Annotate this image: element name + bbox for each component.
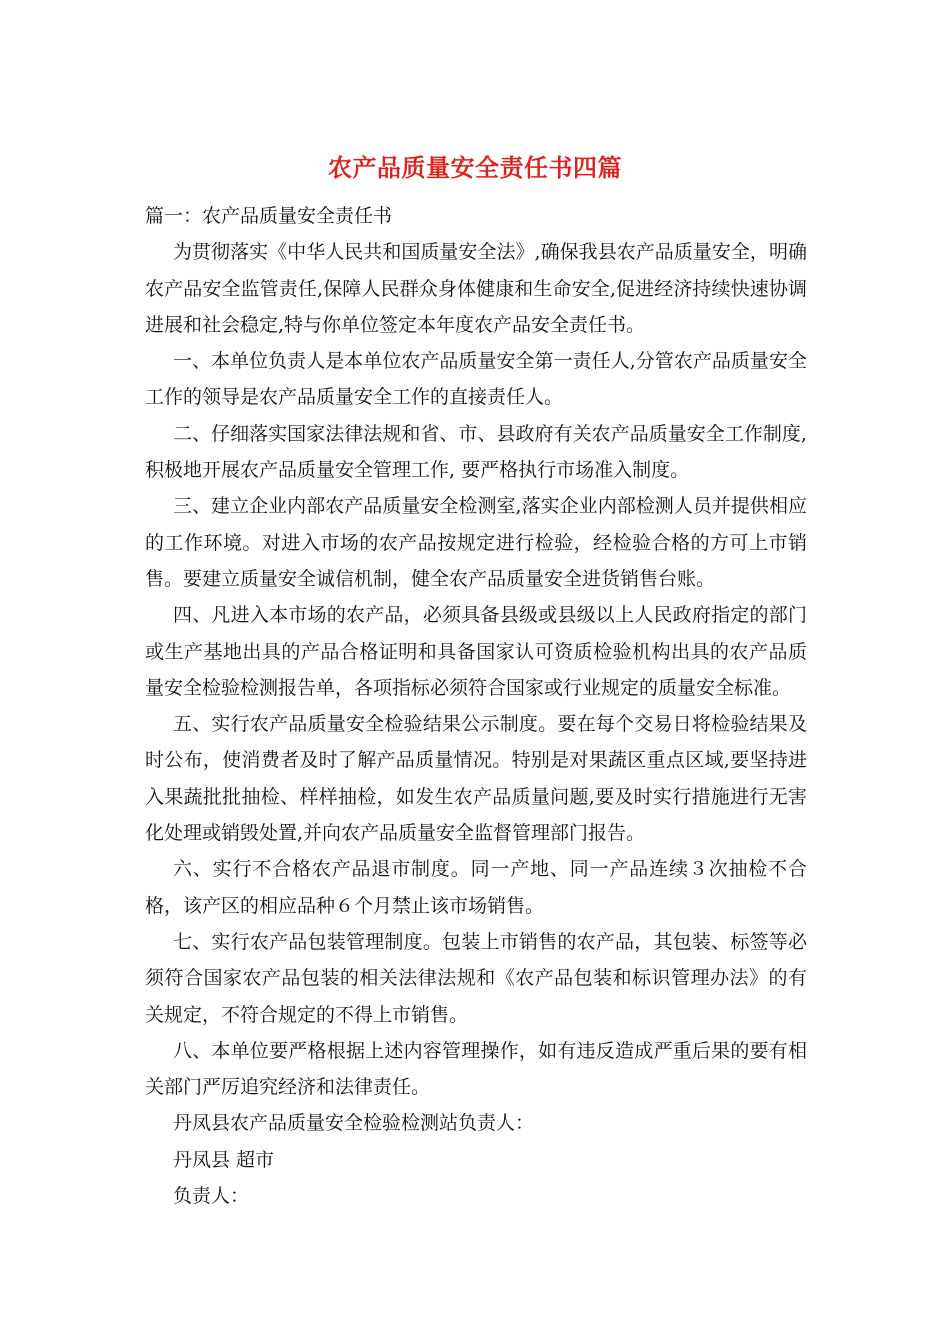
paragraph-item-2: 二、仔细落实国家法律法规和省、市、县政府有关农产品质量安全工作制度,积极地开展农产品质量安全管理工作, 要严格执行市场准入制度。 (145, 422, 807, 482)
paragraph-item-4: 四、凡进入本市场的农产品，必须具备县级或县级以上人民政府指定的部门或生产基地出具的产品合格证明和具备国家认可资质检验机构出具的农产品质量安全检验检测报告单，各项指标必须符合国家或行业规定的质量安全标准。 (145, 604, 807, 699)
paragraph-item-6: 六、实行不合格农产品退市制度。同一产地、同一产品连续３次抽检不合格，该产区的相应品种６个月禁止该市场销售。 (145, 858, 807, 917)
signature-supermarket: 丹凤县 超市 (173, 1148, 275, 1171)
paragraph-item-8: 八、本单位要严格根据上述内容管理操作，如有违反造成严重后果的要有相关部门严厉追究经济和法律责任。 (145, 1039, 807, 1099)
document-title: 农产品质量安全责任书四篇 (328, 153, 622, 182)
paragraph-intro: 为贯彻落实《中华人民共和国质量安全法》,确保我县农产品质量安全，明确农产品安全监管责任,保障人民群众身体健康和生命安全,促进经济持续快速协调进展和社会稳定,特与你单位签定本年度农产品安全责任书。 (145, 241, 807, 336)
signature-inspection-station: 丹凤县农产品质量安全检验检测站负责人： (173, 1112, 535, 1135)
signature-responsible-person: 负责人： (173, 1185, 250, 1208)
paragraph-item-7: 七、实行农产品包装管理制度。包装上市销售的农产品，其包装、标签等必须符合国家农产品包装的相关法律法规和《农产品包装和标识管理办法》的有关规定，不符合规定的不得上市销售。 (145, 930, 807, 1026)
section-heading: 篇一：农产品质量安全责任书 (145, 205, 393, 227)
paragraph-item-1: 一、本单位负责人是本单位农产品质量安全第一责任人,分管农产品质量安全工作的领导是农产品质量安全工作的直接责任人。 (145, 350, 807, 409)
paragraph-item-3: 三、建立企业内部农产品质量安全检测室,落实企业内部检测人员并提供相应的工作环境。对进入市场的农产品按规定进行检验，经检验合格的方可上市销售。要建立质量安全诚信机制，健全农产品质量安全进货销售台账。 (145, 495, 807, 590)
document-body (145, 198, 807, 1214)
paragraph-item-5: 五、实行农产品质量安全检验结果公示制度。要在每个交易日将检验结果及时公布，使消费者及时了解产品质量情况。特别是对果蔬区重点区域,要坚持进入果蔬批批抽检、样样抽检，如发生农产品质量问题,要及时实行措施进行无害化处理或销毁处置,并向农产品质量安全监督管理部门报告。 (145, 713, 807, 845)
